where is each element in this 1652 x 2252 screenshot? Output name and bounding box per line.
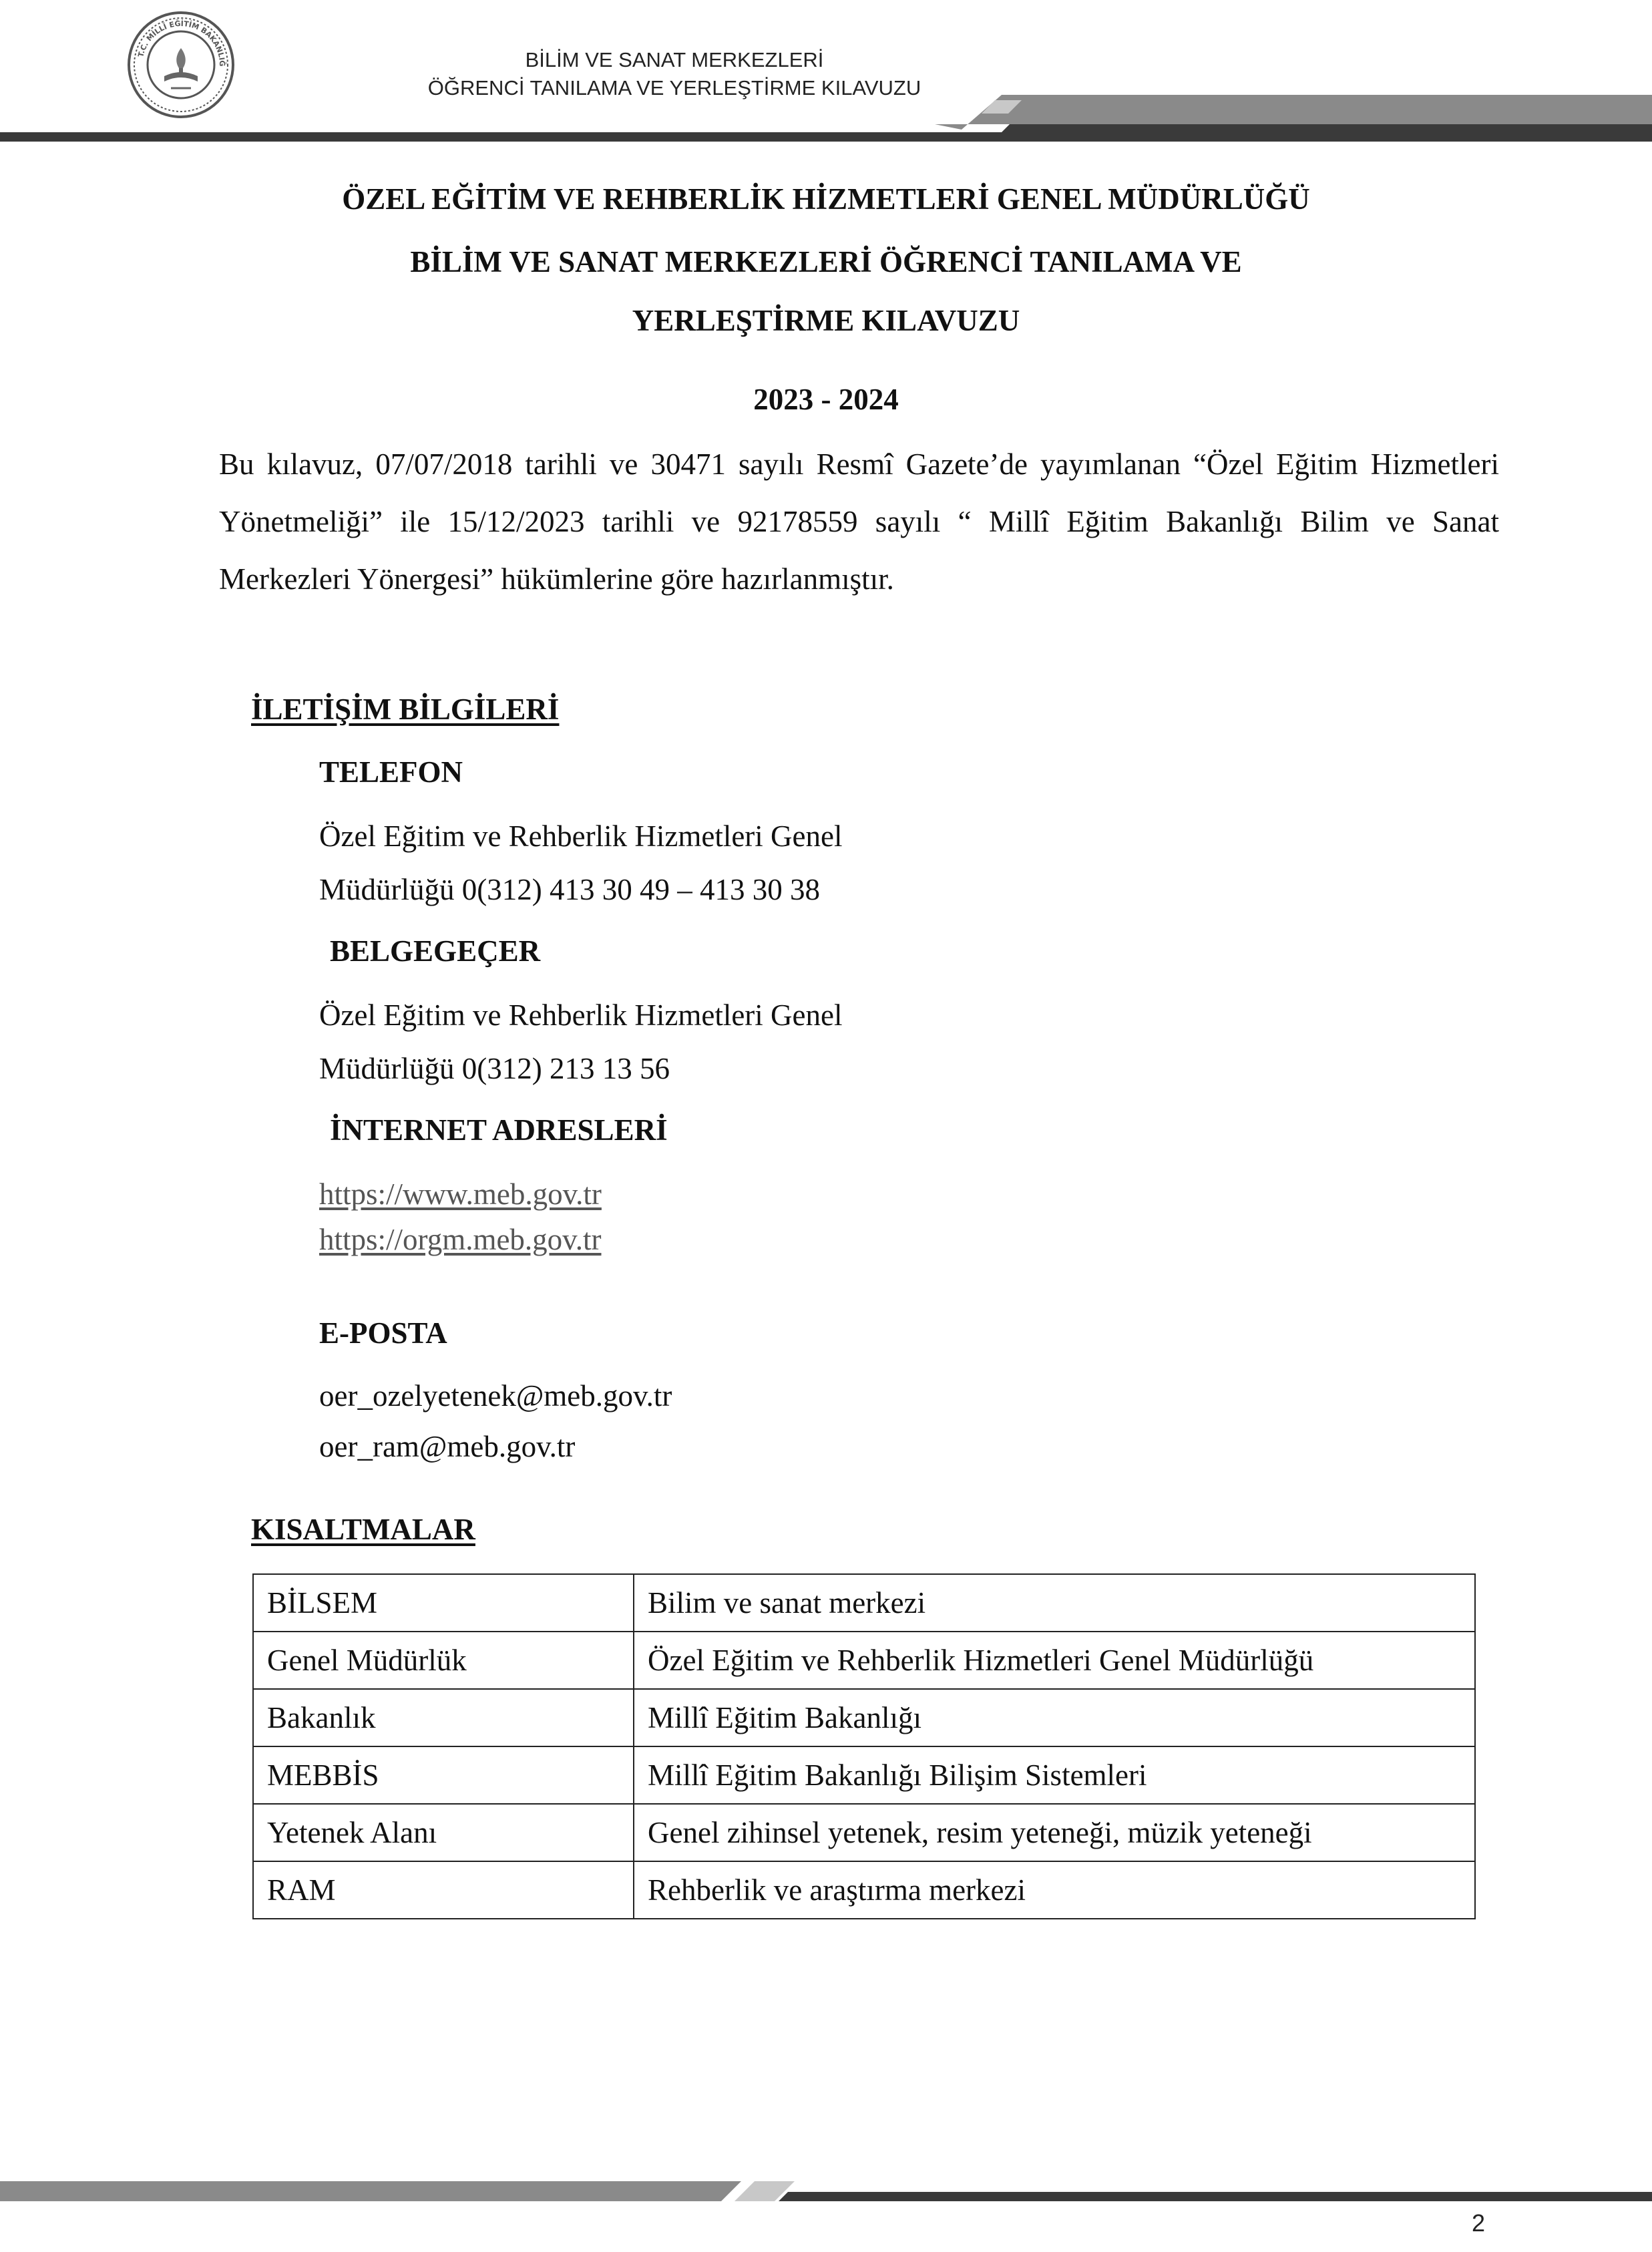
footer-stripe-band xyxy=(0,2179,1652,2204)
abbreviation-cell: Bakanlık xyxy=(253,1689,634,1746)
phone-text-line1: Özel Eğitim ve Rehberlik Hizmetleri Genel xyxy=(319,819,843,853)
intro-paragraph: Bu kılavuz, 07/07/2018 tarihli ve 30471 sayılı Resmî Gazete’de yayımlanan “Özel Eğitim Hizmetleri Yönetmeliği” ile 15/12/2023 tarihli ve 92178559 sayılı “ Millî Eğitim Bakanlığı Bilim ve Sanat Merkezleri Yönergesi” hükümlerine göre hazırlanmıştır. xyxy=(219,447,1499,596)
web-heading: İNTERNET ADRESLERİ xyxy=(330,1113,668,1147)
abbreviation-cell: Genel Müdürlük xyxy=(253,1632,634,1689)
abbreviation-cell: Yetenek Alanı xyxy=(253,1804,634,1861)
fax-heading: BELGEGEÇER xyxy=(330,934,541,968)
email-ozelyetenek: oer_ozelyetenek@meb.gov.tr xyxy=(319,1379,672,1413)
table-row xyxy=(253,1632,1475,1689)
abbreviations-heading: KISALTMALAR xyxy=(251,1513,475,1546)
definition-cell: Rehberlik ve araştırma merkezi xyxy=(634,1861,1475,1919)
abbreviations-table xyxy=(252,1573,1476,1919)
email-ram: oer_ram@meb.gov.tr xyxy=(319,1430,576,1463)
definition-cell: Millî Eğitim Bakanlığı Bilişim Sistemleri xyxy=(634,1746,1475,1804)
definition-cell: Millî Eğitim Bakanlığı xyxy=(634,1689,1475,1746)
header-stripe-band xyxy=(0,87,1652,142)
definition-cell: Özel Eğitim ve Rehberlik Hizmetleri Genel Müdürlüğü xyxy=(634,1632,1475,1689)
phone-text-line2: Müdürlüğü 0(312) 413 30 49 – 413 30 38 xyxy=(319,873,820,906)
orgm-website-link[interactable]: https://orgm.meb.gov.tr xyxy=(319,1223,602,1256)
fax-text-line1: Özel Eğitim ve Rehberlik Hizmetleri Genel xyxy=(319,998,843,1032)
page-number: 2 xyxy=(1471,2209,1485,2237)
phone-heading: TELEFON xyxy=(319,755,463,789)
title-year: 2023 - 2024 xyxy=(753,383,899,416)
title-directorate: ÖZEL EĞİTİM VE REHBERLİK HİZMETLERİ GENEL MÜDÜRLÜĞÜ xyxy=(342,182,1310,216)
header-title-line2: ÖĞRENCİ TANILAMA VE YERLEŞTİRME KILAVUZU xyxy=(427,76,921,100)
definition-cell: Genel zihinsel yetenek, resim yeteneği, müzik yeteneği xyxy=(634,1804,1475,1861)
fax-text-line2: Müdürlüğü 0(312) 213 13 56 xyxy=(319,1052,670,1085)
table-row xyxy=(253,1746,1475,1804)
contact-section-heading: İLETİŞİM BİLGİLERİ xyxy=(251,693,560,726)
abbreviation-cell: BİLSEM xyxy=(253,1574,634,1632)
title-guide-line2: YERLEŞTİRME KILAVUZU xyxy=(632,304,1020,337)
svg-text:T.C. MİLLÎ EĞİTİM BAKANLIĞI: T.C. MİLLÎ EĞİTİM BAKANLIĞ xyxy=(136,19,227,67)
table-row xyxy=(253,1804,1475,1861)
abbreviation-cell: MEBBİS xyxy=(253,1746,634,1804)
table-row xyxy=(253,1689,1475,1746)
table-row xyxy=(253,1574,1475,1632)
email-heading: E-POSTA xyxy=(319,1316,447,1350)
abbreviation-cell: RAM xyxy=(253,1861,634,1919)
table-row xyxy=(253,1861,1475,1919)
header-title-line1: BİLİM VE SANAT MERKEZLERİ xyxy=(525,48,824,71)
meb-website-link[interactable]: https://www.meb.gov.tr xyxy=(319,1177,602,1211)
definition-cell: Bilim ve sanat merkezi xyxy=(634,1574,1475,1632)
title-guide-line1: BİLİM VE SANAT MERKEZLERİ ÖĞRENCİ TANILAMA VE xyxy=(410,245,1242,278)
